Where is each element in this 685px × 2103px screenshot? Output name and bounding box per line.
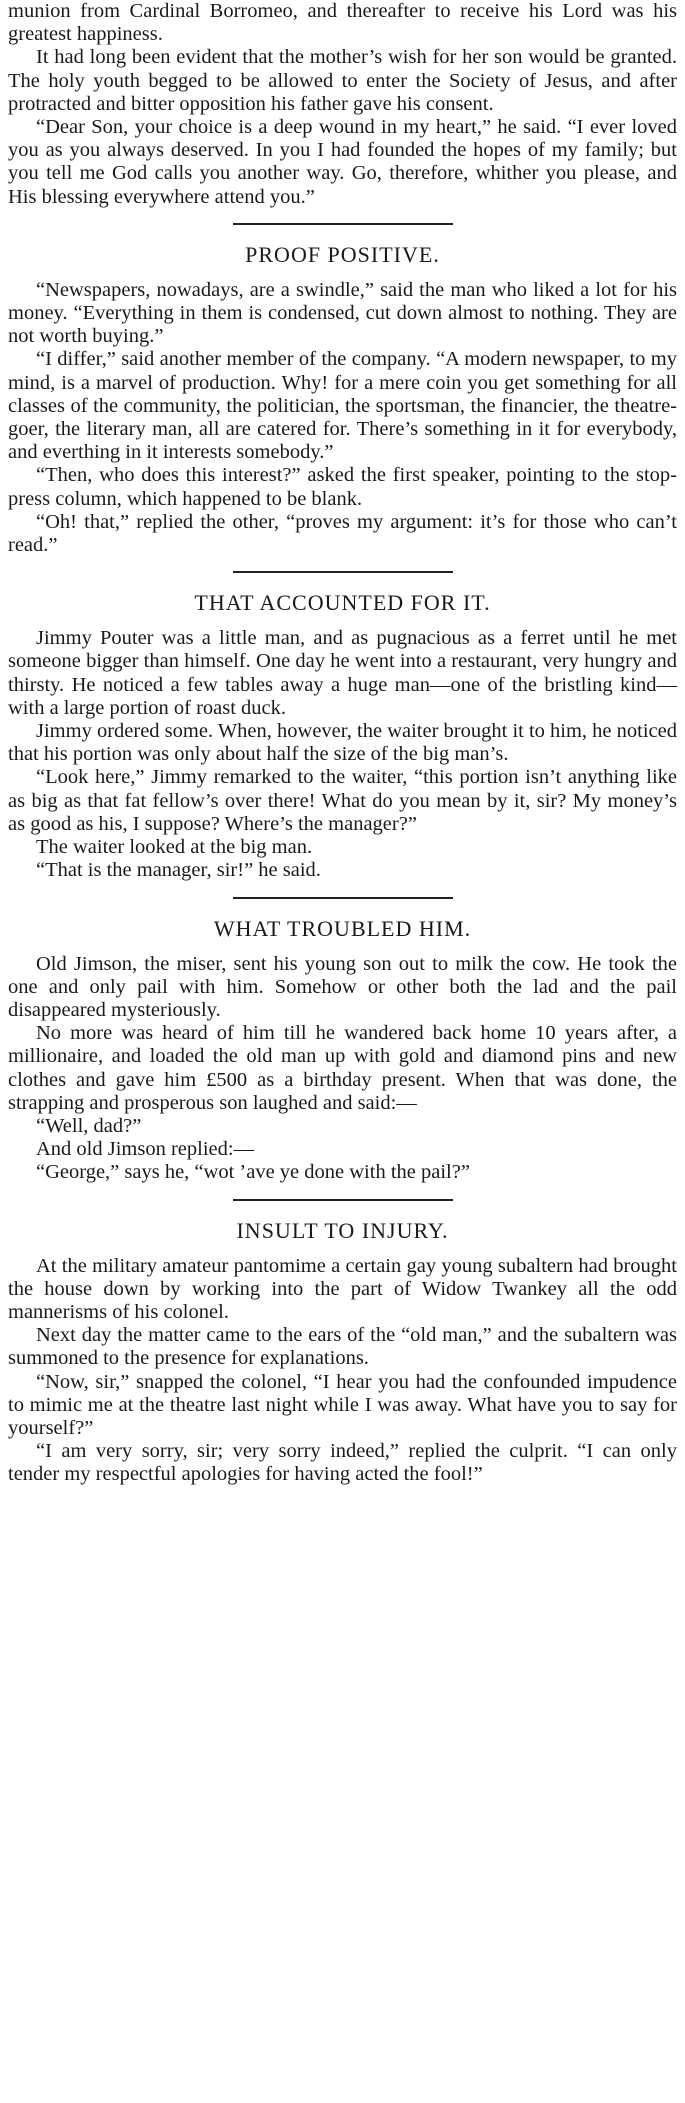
article-what-troubled-him: [8, 917, 677, 1185]
article-paragraph: The waiter looked at the big man.: [36, 836, 313, 859]
article-paragraph: “Then, who does this interest?” asked the first speaker, pointing to the stop-press column, which happened to be blank.: [8, 464, 677, 510]
article-paragraph: “Newspapers, nowadays, are a swindle,” said the man who liked a lot for his money. “Everything in them is condensed, cut down almost to nothing. They are not worth buying.”: [8, 278, 677, 348]
section-divider: [233, 1199, 453, 1201]
article-title: PROOF POSITIVE.: [245, 241, 440, 267]
article-paragraph: Jimmy ordered some. When, however, the waiter brought it to him, he noticed that his portion was only about half the size of the big man’s.: [8, 720, 677, 766]
article-paragraph: “I differ,” said another member of the company. “A modern newspaper, to my mind, is a marvel of production. Why! for a mere coin you get something for all classes of the community, the politician, the sportsman, the financier, the theatre-goer, the literary man, all are catered for. There’s something in it for everybody, and everthing in it interests somebody.”: [8, 348, 677, 464]
article-paragraph: “Look here,” Jimmy remarked to the waiter, “this portion isn’t anything like as big as that fat fellow’s over there! What do you mean by it, sir? My money’s as good as his, I suppose? Where’s the manager?”: [8, 766, 677, 835]
intro-paragraph: “Dear Son, your choice is a deep wound in my heart,” he said. “I ever loved you as you always deserved. In you I had founded the hopes of my family; but you tell me God calls you another way. Go, therefore, whither you please, and His blessing everywhere attend you.”: [8, 116, 677, 208]
section-divider: [233, 897, 453, 899]
article-title: WHAT TROUBLED HIM.: [213, 915, 472, 941]
article-paragraph: “That is the manager, sir!” he said.: [36, 859, 321, 882]
article-title: THAT ACCOUNTED FOR IT.: [194, 590, 491, 616]
section-divider: [233, 223, 453, 225]
article-paragraph: Old Jimson, the miser, sent his young son out to milk the cow. He took the one and only pail with him. Somehow or other both the lad and the pail disappeared mysteriously.: [8, 952, 677, 1021]
article-paragraph: “Well, dad?”: [36, 1114, 142, 1137]
intro-paragraph: It had long been evident that the mother’s wish for her son would be granted. The holy youth begged to be allowed to enter the Society of Jesus, and after protracted and bitter opposition his father gave his consent.: [8, 46, 677, 115]
article-paragraph: Jimmy Pouter was a little man, and as pugnacious as a ferret until he met someone bigger than himself. One day he went into a restaurant, very hungry and thirsty. He noticed a few tables away a huge man—one of the bristling kind—with a large portion of roast duck.: [8, 627, 677, 719]
article-title: INSULT TO INJURY.: [236, 1217, 449, 1243]
article-paragraph: “George,” says he, “wot ’ave ye done with the pail?”: [36, 1161, 470, 1184]
article-insult-to-injury: [8, 1219, 677, 1487]
article-paragraph: Next day the matter came to the ears of the “old man,” and the subaltern was summoned to the presence for explanations.: [8, 1324, 677, 1370]
article-paragraph: No more was heard of him till he wandered back home 10 years after, a millionaire, and loaded the old man up with gold and diamond pins and new clothes and gave him £500 as a birthday present. When that was done, the strapping and prosperous son laughed and said:—: [8, 1022, 677, 1114]
article-paragraph: “Oh! that,” replied the other, “proves my argument: it’s for those who can’t read.”: [8, 510, 677, 557]
article-paragraph: “I am very sorry, sir; very sorry indeed,” replied the culprit. “I can only tender my respectful apologies for having acted the fool!”: [8, 1440, 677, 1486]
article-paragraph: And old Jimson replied:—: [36, 1138, 255, 1161]
article-paragraph: At the military amateur pantomime a certain gay young subaltern had brought the house down by working into the part of Widow Twankey all the odd mannerisms of his colonel.: [8, 1254, 677, 1323]
section-divider: [233, 571, 453, 573]
article-proof-positive: [8, 243, 677, 557]
article-that-accounted-for-it: [8, 591, 677, 882]
article-paragraph: “Now, sir,” snapped the colonel, “I hear you had the confounded impudence to mimic me at the theatre last night while I was away. What have you to say for yourself?”: [8, 1370, 677, 1439]
intro-article: [8, 0, 677, 209]
intro-paragraph: munion from Cardinal Borromeo, and thereafter to receive his Lord was his greatest happiness.: [8, 0, 677, 46]
